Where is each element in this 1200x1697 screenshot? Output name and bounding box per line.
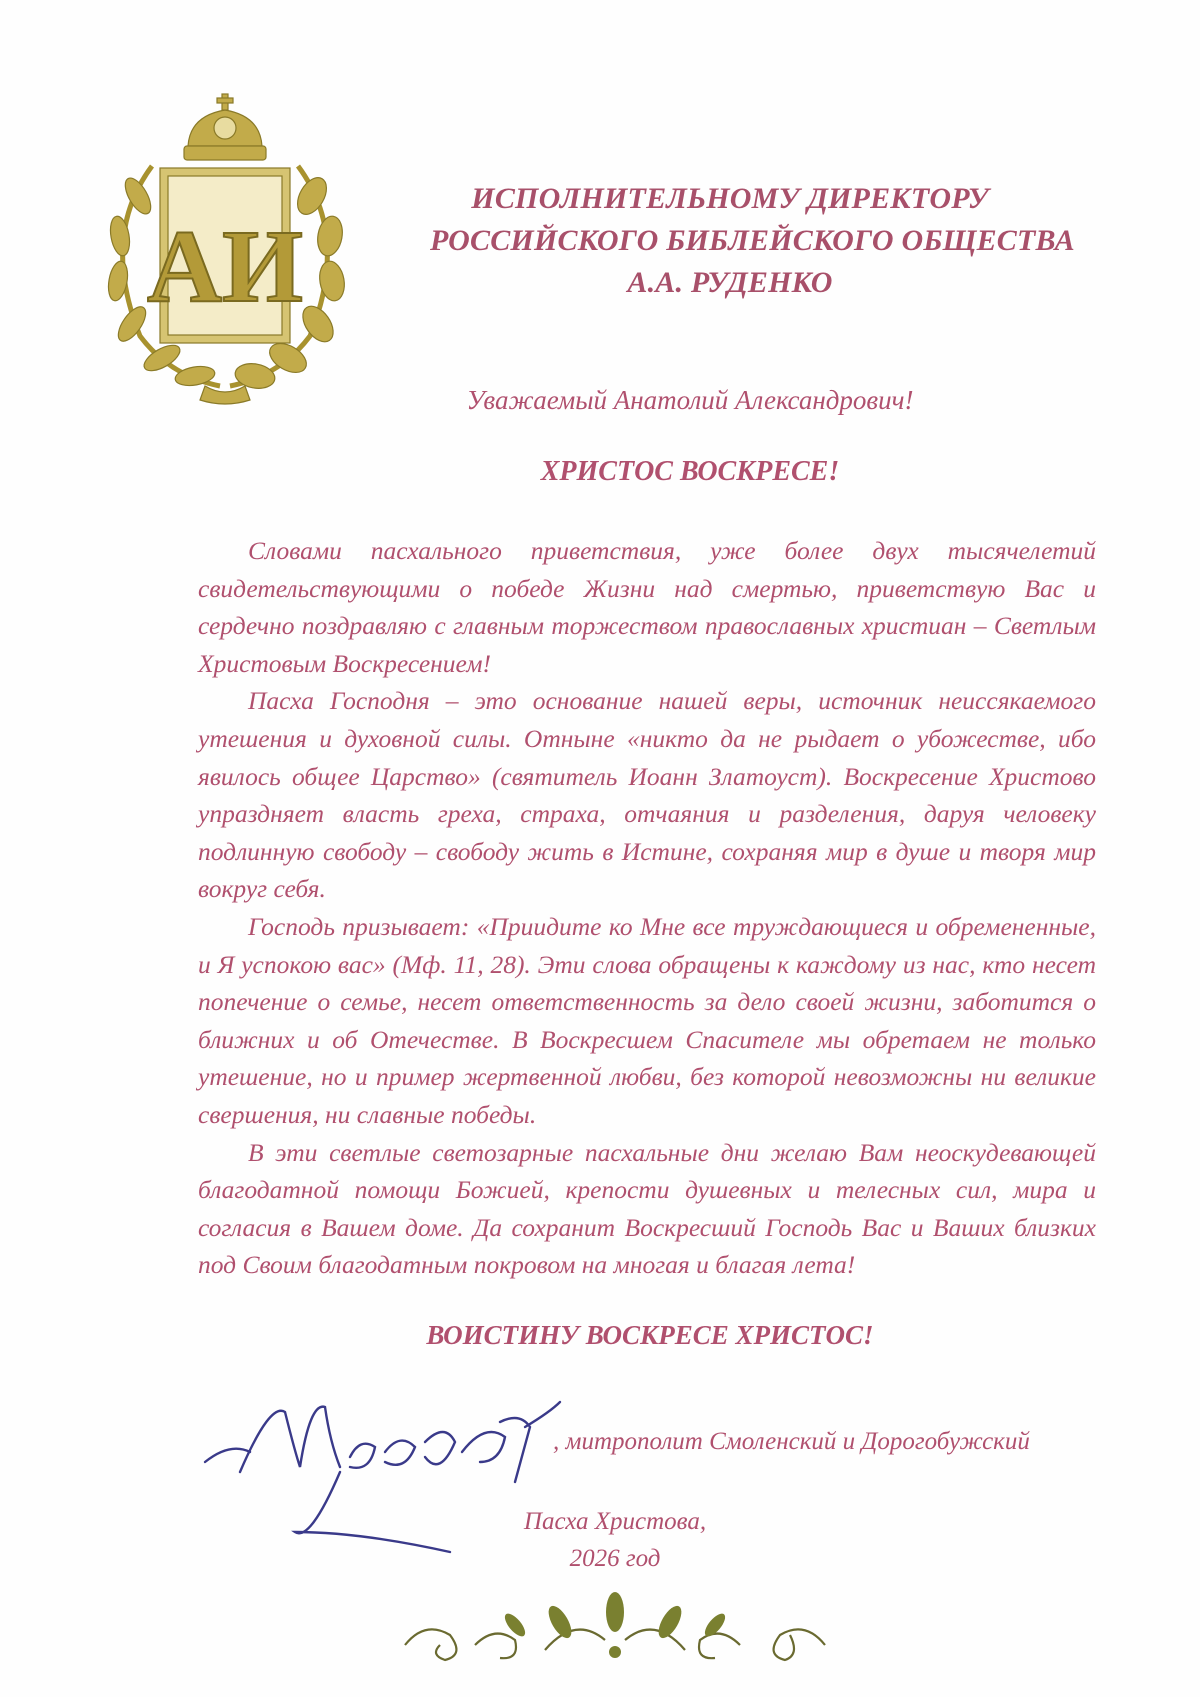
floral-ornament [395,1590,835,1680]
date-year: 2026 год [569,1545,661,1572]
addressee-name: А.А. РУДЕНКО [627,266,833,299]
addressee-line: РОССИЙСКОГО БИБЛЕЙСКОГО ОБЩЕСТВА [430,224,1075,257]
easter-greeting: ХРИСТОС ВОСКРЕСЕ! [540,456,840,487]
monogram-text: АИ [147,209,303,324]
letter-body [198,532,1096,1284]
closing-greeting: ВОИСТИНУ ВОСКРЕСЕ ХРИСТОС! [426,1320,874,1350]
paragraph: Господь призывает: «Приидите ко Мне все труждающиеся и обремененные, и Я успокою вас» (Мф. 11, 28). Эти слова обращены к каждому из нас, кто несет попечение о семье, несет ответственность за дело своей жизни, заботится о ближних и об Отечестве. В Воскресшем Спасителе мы обретаем не только утешение, но и пример жертвенной любви, без которой невозможны ни великие свершения, ни славные победы. [198,911,1096,1129]
addressee-block [430,178,1075,304]
paragraph: В эти светлые светозарные пасхальные дни желаю Вам неоскудевающей благодатной помощи Божией, крепости душевных и телесных сил, мира и согласия в Вашем доме. Да сохранит Воскресший Господь Вас и Ваших близких под Своим благодатным покровом на многая и благая лета! [198,1137,1096,1280]
date-line: Пасха Христова, [523,1508,707,1535]
crown-monogram-emblem [80,86,370,406]
paragraph: Словами пасхального приветствия, уже более двух тысячелетий свидетельствующими о победе Жизни над смертью, приветствую Вас и сердечно поздравляю с главным торжеством православных христиан – Светлым Христовым Воскресением! [198,536,1096,678]
paragraph: Пасха Господня – это основание нашей веры, источник неиссякаемого утешения и духовной силы. Отныне «никто да не рыдает о убожестве, ибо явилось общее Царство» (святитель Иоанн Златоуст). Воскресение Христово упраздняет власть греха, страха, отчаяния и разделения, даруя человеку подлинную свободу – свободу жить в Истине, сохраняя мир в душе и творя мир вокруг себя. [198,686,1096,904]
signer-title: , митрополит Смоленский и Дорогобужский [553,1428,1030,1455]
addressee-line: ИСПОЛНИТЕЛЬНОМУ ДИРЕКТОРУ [471,182,989,215]
salutation: Уважаемый Анатолий Александрович! [466,385,914,415]
